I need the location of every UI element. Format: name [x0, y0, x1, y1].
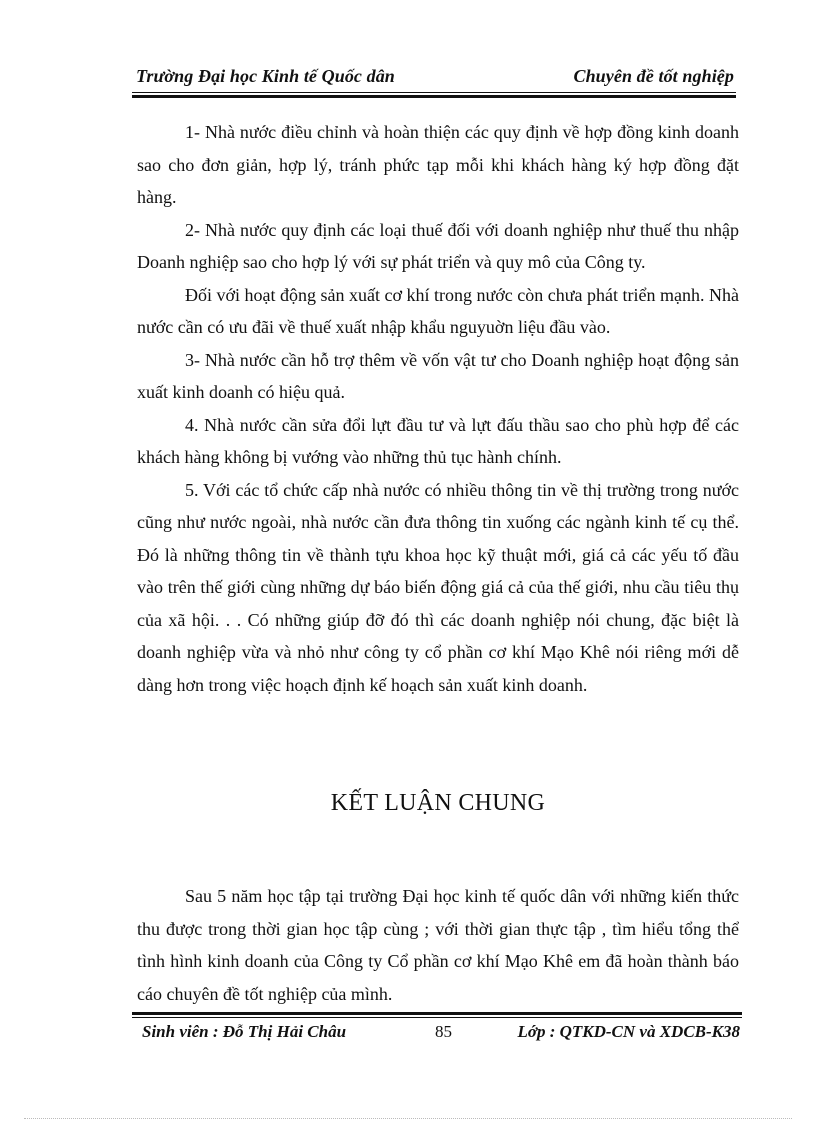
page-number: 85 — [435, 1022, 452, 1041]
paragraph-3: Đối với hoạt động sản xuất cơ khí trong nước còn chưa phát triển mạnh. Nhà nước cần có ưu đãi về thuế xuất nhập khẩu nguyuờn liệu đầu vào. — [137, 284, 739, 337]
paragraph-5: 4. Nhà nước cần sửa đổi lựt đầu tư và lựt đấu thầu sao cho phù hợp để các khách hàng không bị vướng vào những thủ tục hành chính. — [137, 414, 739, 467]
body-text — [137, 116, 739, 701]
footer-student: Sinh viên : Đỗ Thị Hải Châu — [142, 1022, 347, 1041]
footer-rule-thick — [132, 1012, 742, 1015]
page-header — [132, 64, 736, 98]
section-heading: KẾT LUẬN CHUNG — [330, 790, 546, 816]
header-rule-thin — [132, 92, 736, 93]
paragraph-2: 2- Nhà nước quy định các loại thuế đối với doanh nghiệp như thuế thu nhập Doanh nghiệp sao cho hợp lý với sự phát triển và quy mô của Công ty. — [137, 219, 739, 272]
header-rule-thick — [132, 95, 736, 98]
page-footer — [132, 1012, 742, 1052]
footer-class: Lớp : QTKD-CN và XDCB-K38 — [517, 1022, 740, 1041]
paragraph-4: 3- Nhà nước cần hỗ trợ thêm về vốn vật tư cho Doanh nghiệp hoạt động sản xuất kinh doanh có hiệu quả. — [137, 349, 739, 402]
header-university: Trường Đại học Kinh tế Quốc dân — [136, 66, 395, 86]
footer-rule-thin — [132, 1017, 742, 1018]
paragraph-6: 5. Với các tổ chức cấp nhà nước có nhiều thông tin về thị trường trong nước cũng như nước ngoài, nhà nước cần đưa thông tin xuống các ngành kinh tế cụ thể. Đó là những thông tin về thành tựu khoa học kỹ thuật mới, giá cả các yếu tố đầu vào trên thế giới cùng những dự báo biến động giá cả của thế giới, nhu cầu tiêu thụ của xã hội. . . Có những giúp đỡ đó thì các doanh nghiệp nói chung, đặc biệt là doanh nghiệp vừa và nhỏ như công ty cổ phần cơ khí Mạo Khê nói riêng mới dễ dàng hơn trong việc hoạch định kế hoạch sản xuất kinh doanh. — [137, 479, 739, 695]
header-document-type: Chuyên đề tốt nghiệp — [573, 66, 734, 86]
page-edge-divider — [24, 1118, 792, 1119]
conclusion — [137, 880, 739, 1010]
paragraph-1: 1- Nhà nước điều chỉnh và hoàn thiện các quy định về hợp đồng kinh doanh sao cho đơn giản, hợp lý, tránh phức tạp mỗi khi khách hàng ký hợp đồng đặt hàng. — [137, 122, 739, 207]
conclusion-paragraph: Sau 5 năm học tập tại trường Đại học kinh tế quốc dân với những kiến thức thu được trong thời gian học tập cùng ; với thời gian thực tập , tìm hiểu tổng thể tình hình kinh doanh của Công ty Cổ phần cơ khí Mạo Khê em đã hoàn thành báo cáo chuyên đề tốt nghiệp của mình. — [137, 886, 739, 1004]
